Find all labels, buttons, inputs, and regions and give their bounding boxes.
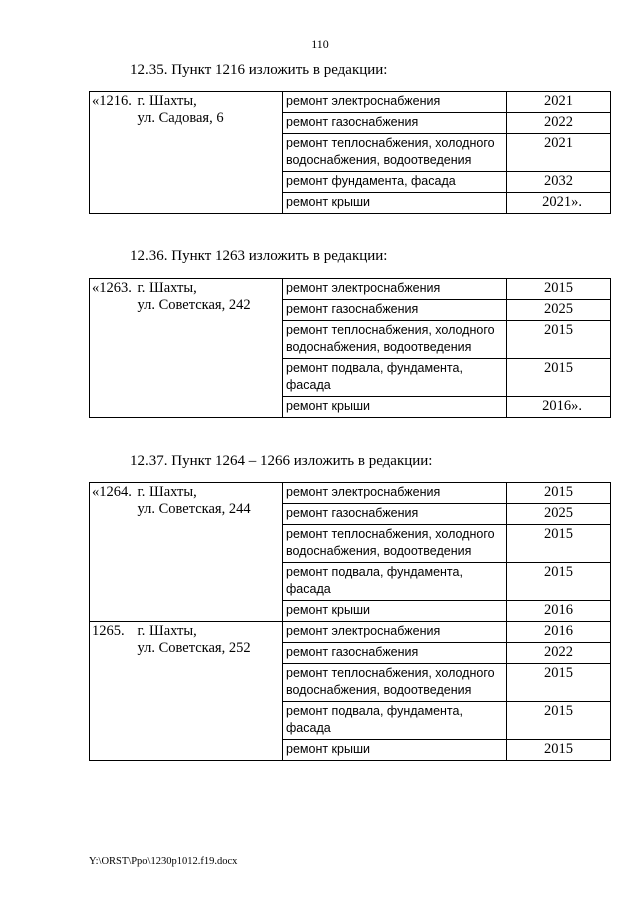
work-year: 2021». xyxy=(507,193,611,214)
work-year: 2022 xyxy=(507,643,611,664)
work-year: 2025 xyxy=(507,504,611,525)
address-cell xyxy=(135,279,283,418)
address-street: ул. Советская, 252 xyxy=(137,640,251,656)
work-type: ремонт крыши xyxy=(283,601,507,622)
work-type: ремонт газоснабжения xyxy=(283,643,507,664)
address-cell xyxy=(135,622,283,761)
repair-schedule-table xyxy=(89,278,611,418)
work-type: ремонт теплоснабжения, холодного водоснабжения, водоотведения xyxy=(283,525,507,563)
address-city: г. Шахты, xyxy=(137,484,197,500)
work-year: 2015 xyxy=(507,702,611,740)
work-year: 2015 xyxy=(507,740,611,761)
section-heading: 12.36. Пункт 1263 изложить в редакции: xyxy=(130,248,388,264)
work-type: ремонт крыши xyxy=(283,740,507,761)
address-cell xyxy=(135,483,283,622)
work-type: ремонт электроснабжения xyxy=(283,279,507,300)
page-number: 110 xyxy=(311,37,329,51)
address-street: ул. Советская, 242 xyxy=(137,297,251,313)
address-cell xyxy=(135,92,283,214)
work-type: ремонт электроснабжения xyxy=(283,483,507,504)
work-type: ремонт теплоснабжения, холодного водоснабжения, водоотведения xyxy=(283,134,507,172)
work-type: ремонт подвала, фундамента, фасада xyxy=(283,563,507,601)
address-city: г. Шахты, xyxy=(137,93,197,109)
file-path-footer: Y:\ORST\Ppo\1230p1012.f19.docx xyxy=(89,856,238,867)
work-year: 2016». xyxy=(507,397,611,418)
item-number: «1216. xyxy=(90,92,135,214)
item-number: «1263. xyxy=(90,279,135,418)
table-row xyxy=(90,92,611,113)
section-heading: 12.37. Пункт 1264 – 1266 изложить в редакции: xyxy=(130,453,433,469)
work-year: 2022 xyxy=(507,113,611,134)
work-type: ремонт фундамента, фасада xyxy=(283,172,507,193)
work-year: 2032 xyxy=(507,172,611,193)
address-street: ул. Садовая, 6 xyxy=(137,110,224,126)
work-year: 2015 xyxy=(507,525,611,563)
repair-schedule-table xyxy=(89,91,611,214)
address-street: ул. Советская, 244 xyxy=(137,501,251,517)
work-type: ремонт газоснабжения xyxy=(283,300,507,321)
item-number: 1265. xyxy=(90,622,135,761)
table-row xyxy=(90,483,611,504)
work-type: ремонт крыши xyxy=(283,397,507,418)
work-year: 2015 xyxy=(507,359,611,397)
work-year: 2015 xyxy=(507,563,611,601)
work-year: 2016 xyxy=(507,601,611,622)
work-type: ремонт газоснабжения xyxy=(283,113,507,134)
table-row xyxy=(90,279,611,300)
table-row xyxy=(90,622,611,643)
work-type: ремонт подвала, фундамента, фасада xyxy=(283,702,507,740)
work-year: 2025 xyxy=(507,300,611,321)
work-year: 2015 xyxy=(507,664,611,702)
work-type: ремонт электроснабжения xyxy=(283,622,507,643)
work-type: ремонт крыши xyxy=(283,193,507,214)
address-city: г. Шахты, xyxy=(137,623,197,639)
work-type: ремонт газоснабжения xyxy=(283,504,507,525)
work-year: 2016 xyxy=(507,622,611,643)
repair-schedule-table xyxy=(89,482,611,761)
work-type: ремонт подвала, фундамента, фасада xyxy=(283,359,507,397)
address-city: г. Шахты, xyxy=(137,280,197,296)
work-type: ремонт теплоснабжения, холодного водоснабжения, водоотведения xyxy=(283,664,507,702)
work-year: 2015 xyxy=(507,321,611,359)
work-year: 2021 xyxy=(507,134,611,172)
work-type: ремонт теплоснабжения, холодного водоснабжения, водоотведения xyxy=(283,321,507,359)
work-year: 2021 xyxy=(507,92,611,113)
item-number: «1264. xyxy=(90,483,135,622)
work-type: ремонт электроснабжения xyxy=(283,92,507,113)
work-year: 2015 xyxy=(507,279,611,300)
work-year: 2015 xyxy=(507,483,611,504)
section-heading: 12.35. Пункт 1216 изложить в редакции: xyxy=(130,62,388,78)
